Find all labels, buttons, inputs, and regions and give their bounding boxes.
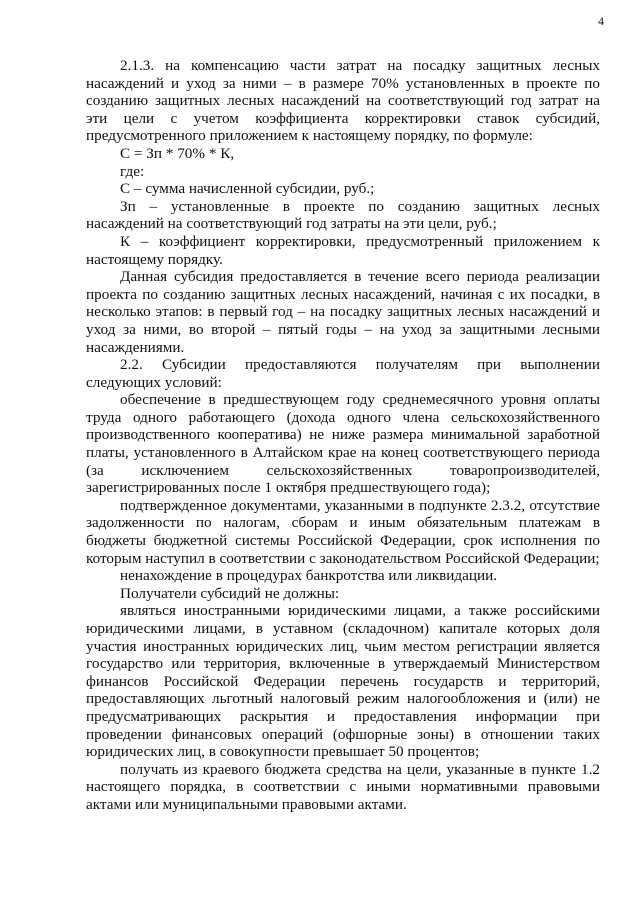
condition-no-debt: подтвержденное документами, указанными в подпункте 2.3.2, отсутствие задолженности по налогам, сборам и иным обязательным платежам в бюджеты бюджетной системы Российской Федерации, срок исполнения по которым наступил в соответствии с законодательством Российской Федерации; xyxy=(86,496,600,567)
paragraph-2-2: 2.2. Субсидии предоставляются получателям при выполнении следующих условий: xyxy=(86,356,600,391)
restriction-foreign-entities: являться иностранными юридическими лицами, а также российскими юридическими лицами, в уставном (складочном) капитале которых доля участия иностранных юридических лиц, чьим местом регистрации является государство или территория, включенные в утверждаемый Министерством финансов Российской Федерации перечень государств и территорий, предоставляющих льготный налоговый режим налогообложения и (или) не предусматривающих раскрытия и предоставления информации при проведении финансовых операций (офшорные зоны) в отношении таких юридических лиц, в совокупности превышает 50 процентов; xyxy=(86,602,600,761)
formula-def-zp: Зп – установленные в проекте по созданию защитных лесных насаждений на соответствующий год затраты на эти цели, руб.; xyxy=(86,197,600,233)
page-number: 4 xyxy=(598,14,604,28)
paragraph-2-1-3: 2.1.3. на компенсацию части затрат на посадку защитных лесных насаждений и уход за ними – в размере 70% установленных в проекте по созданию защитных лесных насаждений на соответствующий год затрат на эти цели с учетом коэффициента корректировки ставок субсидий, предусмотренного приложением к настоящему порядку, по формуле: xyxy=(86,57,600,145)
formula-def-c: С – сумма начисленной субсидии, руб.; xyxy=(120,180,375,198)
recipients-must-not: Получатели субсидий не должны: xyxy=(120,584,340,602)
document-body xyxy=(86,57,600,814)
condition-no-bankruptcy: ненахождение в процедурах банкротства или ликвидации. xyxy=(120,567,498,585)
paragraph-subsidy-period: Данная субсидия предоставляется в течение всего периода реализации проекта по созданию защитных лесных насаждений, начиная с их посадки, в несколько этапов: в первый год – на посадку защитных лесных насаждений и уход за ними, во второй – пятый годы – на уход за защитными лесными насаждениями. xyxy=(86,268,600,356)
restriction-other-funding: получать из краевого бюджета средства на цели, указанные в пункте 1.2 настоящего порядка, в соответствии с иными нормативными правовыми актами или муниципальными правовыми актами. xyxy=(86,760,600,813)
formula-def-k: К – коэффициент корректировки, предусмотренный приложением к настоящему порядку. xyxy=(86,232,600,268)
formula: С = Зп * 70% * К, xyxy=(120,144,235,162)
condition-wage: обеспечение в предшествующем году среднемесячного уровня оплаты труда одного работающего (дохода одного члена сельскохозяйственного производственного кооператива) не ниже размера минимальной заработной платы, установленного в Алтайском крае на конец соответствующего периода (за исключением сельскохозяйственных товаропроизводителей, зарегистрированных после 1 октября предшествующего года); xyxy=(86,391,600,497)
formula-where: где: xyxy=(120,162,145,180)
